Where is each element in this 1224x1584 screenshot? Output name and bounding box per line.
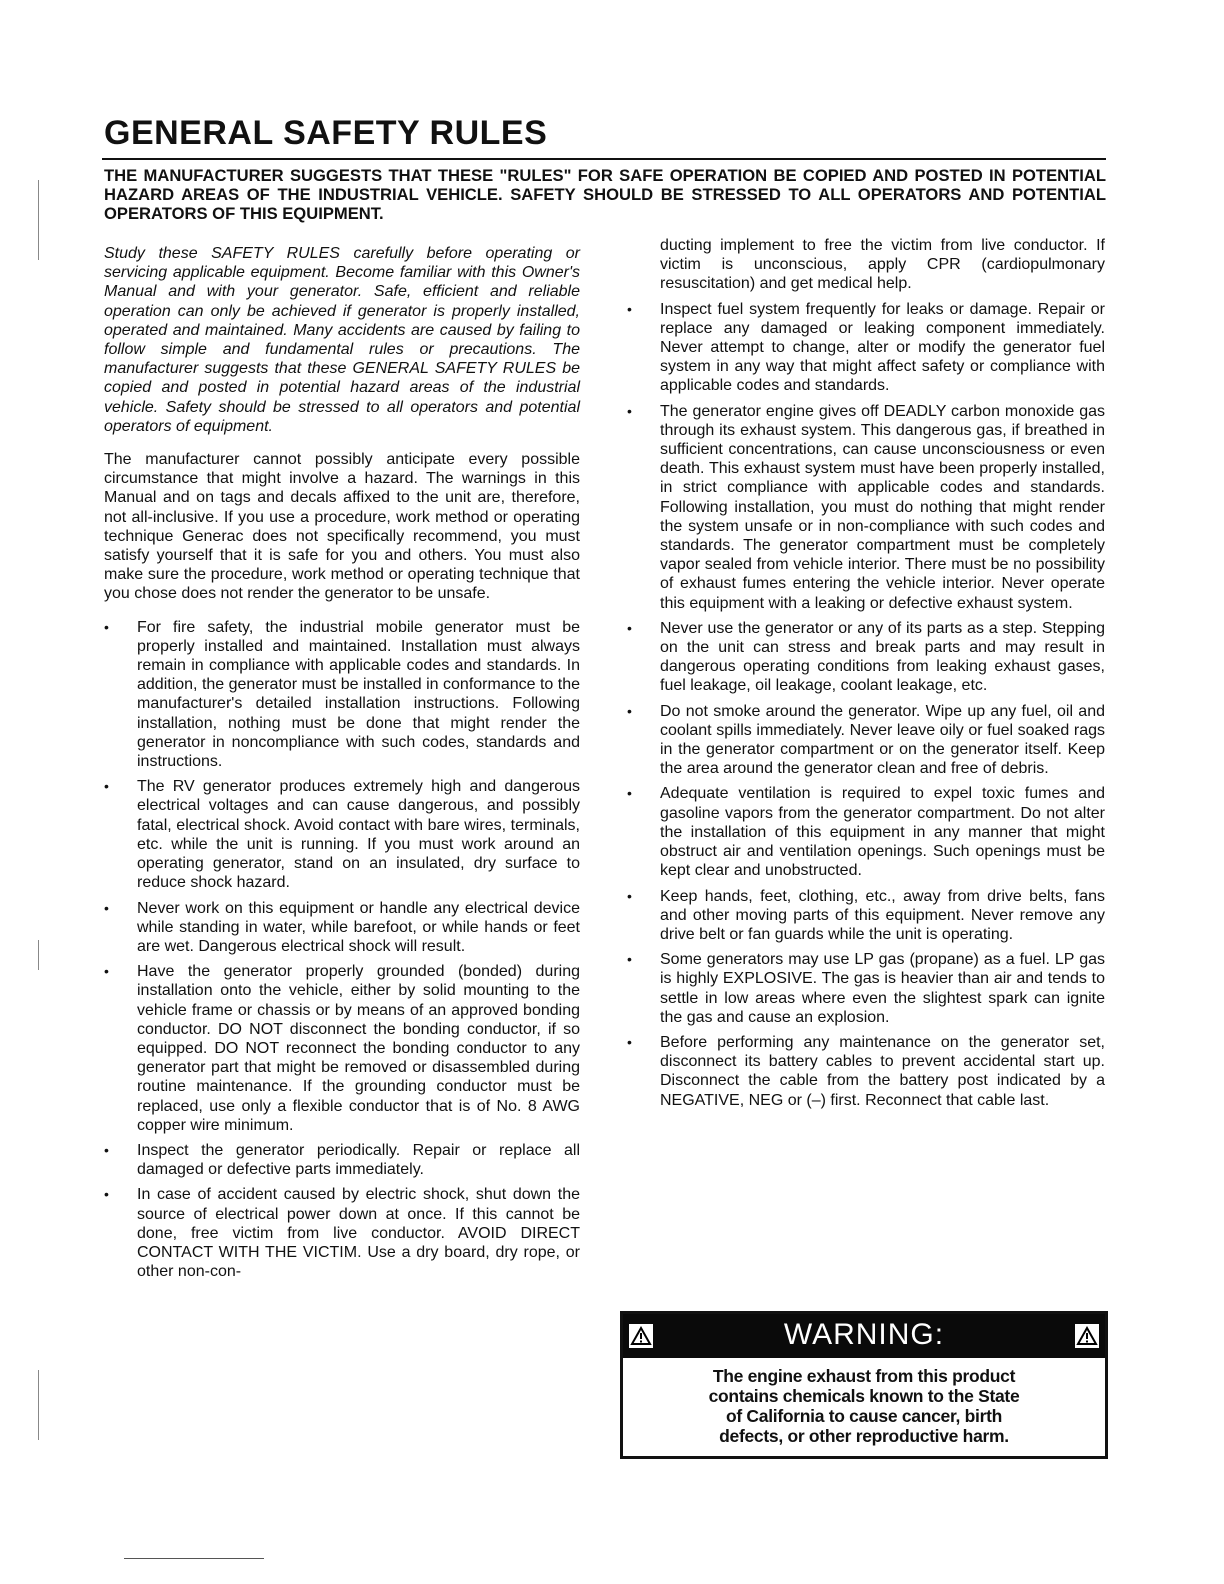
- page-title: GENERAL SAFETY RULES: [104, 114, 548, 152]
- list-item: • Have the generator properly grounded (bonded) during installation onto the vehicle, either by solid mounting to the vehicle frame or chassis or by means of an approved bonding conductor. DO NOT disconnect the bonding conductor, if so equipped. DO NOT reconnect the bonding conductor to any generator part that might be removed or disassembled during routine maintenance. If the grounding conductor must be replaced, use only a flexible conductor that is of No. 8 AWG copper wire minimum.: [104, 963, 580, 1134]
- warning-label: WARNING:: [783, 1318, 945, 1351]
- list-item: • Do not smoke around the generator. Wipe up any fuel, oil and coolant spills immediately. Never leave oily or fuel soaked rags in the generator compartment or on the generator itself. Keep the area around the generator clean and free of debris.: [627, 702, 1105, 778]
- intro-notice: THE MANUFACTURER SUGGESTS THAT THESE "RULES" FOR SAFE OPERATION BE COPIED AND POSTED IN POTENTIAL HAZARD AREAS OF THE INDUSTRIAL VEHICLE. SAFETY SHOULD BE STRESSED TO ALL OPERATORS AND POTENTIAL OPERATORS OF THIS EQUIPMENT.: [104, 166, 1106, 223]
- anticipate-paragraph: The manufacturer cannot possibly anticipate every possible circumstance that might involve a hazard. The warnings in this Manual and on tags and decals affixed to the unit are, therefore, not all-inclusive. If you use a procedure, work method or operating technique Generac does not specifically recommend, you must satisfy yourself that it is safe for you and others. You must also make sure the procedure, work method or operating technique that you chose does not render the generator to be unsafe.: [104, 451, 580, 603]
- list-item: • The generator engine gives off DEADLY carbon monoxide gas through its exhaust system. This dangerous gas, if breathed in sufficient concentrations, can cause unconsciousness or even death. This exhaust system must have been properly installed, in strict compliance with applicable codes and standards. Following installation, you must do nothing that might render the system unsafe or in non-compliance with such codes and standards. The generator compartment must be completely vapor sealed from vehicle interior. There must be no possibility of exhaust fumes entering the vehicle interior. Never operate this equipment with a leaking or defective exhaust system.: [627, 402, 1105, 612]
- bullet-icon: •: [627, 402, 632, 419]
- list-item: • Adequate ventilation is required to expel toxic fumes and gasoline vapors from the generator compartment. Do not alter the installation of this equipment in any manner that might obstruct air and ventilation openings. Such openings must be kept clear and unobstructed.: [627, 785, 1105, 880]
- right-column: [627, 236, 1105, 1116]
- list-item: • In case of accident caused by electric shock, shut down the source of electrical power down at once. If this cannot be done, free victim from live conductor. AVOID DIRECT CONTACT WITH THE VICTIM. Use a dry board, dry rope, or other non-con-: [104, 1186, 580, 1281]
- list-item: • For fire safety, the industrial mobile generator must be properly installed and maintained. Installation must always remain in compliance with applicable codes and standards. In addition, the generator must be installed in conformance to the manufacturer's detailed installation instructions. Following installation, nothing must be done that might render the generator in noncompliance with such codes, standards and instructions.: [104, 618, 580, 771]
- list-item: • The RV generator produces extremely high and dangerous electrical voltages and can cause dangerous, and possibly fatal, electrical shock. Avoid contact with bare wires, terminals, etc. while the unit is running. If you must work around an operating generator, stand on an insulated, dry surface to reduce shock hazard.: [104, 778, 580, 892]
- list-item: • Keep hands, feet, clothing, etc., away from drive belts, fans and other moving parts of this equipment. Never remove any drive belt or fan guards while the unit is operating.: [627, 887, 1105, 943]
- bullet-icon: •: [627, 1033, 632, 1050]
- bullet-icon: •: [627, 702, 632, 719]
- bullet-icon: •: [104, 899, 109, 916]
- bullet-icon: •: [627, 619, 632, 636]
- left-column: [104, 244, 580, 1287]
- bullet-icon: •: [627, 887, 632, 904]
- footer-rule: [124, 1558, 264, 1559]
- study-paragraph: Study these SAFETY RULES carefully before operating or servicing applicable equipment. Become familiar with this Owner's Manual and with your generator. Safe, efficient and reliable operation can only be achieved if generator is properly installed, operated and maintained. Many accidents are caused by failing to follow simple and fundamental rules or precautions. The manufacturer suggests that these GENERAL SAFETY RULES be copied and posted in potential hazard areas of the industrial vehicle. Safety should be stressed to all operators and potential operators of equipment.: [104, 245, 580, 435]
- continuation-text: ducting implement to free the victim from live conductor. If victim is unconscious, apply CPR (cardiopulmonary resuscitation) and get medical help.: [660, 237, 1105, 293]
- bullet-icon: •: [627, 785, 632, 802]
- bullet-icon: •: [627, 300, 632, 317]
- bullet-icon: •: [104, 1141, 109, 1158]
- bullet-icon: •: [104, 963, 109, 980]
- bullet-icon: •: [104, 618, 109, 635]
- right-bullet-list: [627, 300, 1105, 1110]
- title-rule: [102, 158, 1106, 160]
- warning-message: The engine exhaust from this product contains chemicals known to the State of California to cause cancer, birth defects, or other reproductive harm.: [708, 1366, 1020, 1446]
- list-item: • Inspect the generator periodically. Repair or replace all damaged or defective parts immediately.: [104, 1141, 580, 1179]
- margin-mark: [38, 940, 39, 970]
- bullet-icon: •: [104, 778, 109, 795]
- warning-triangle-icon: [1075, 1324, 1099, 1348]
- warning-box: [620, 1311, 1108, 1459]
- list-item: • Never use the generator or any of its parts as a step. Stepping on the unit can stress and break parts and may result in dangerous operating conditions from leaking exhaust gases, fuel leakage, oil leakage, coolant leakage, etc.: [627, 619, 1105, 695]
- bullet-icon: •: [104, 1186, 109, 1203]
- bullet-icon: •: [627, 951, 632, 968]
- warning-header: [623, 1314, 1105, 1358]
- list-item: • Before performing any maintenance on the generator set, disconnect its battery cables to prevent accidental start up. Disconnect the cable from the battery post indicated by a NEGATIVE, NEG or (–) first. Reconnect that cable last.: [627, 1033, 1105, 1109]
- list-item: • Never work on this equipment or handle any electrical device while standing in water, while barefoot, or while hands or feet are wet. Dangerous electrical shock will result.: [104, 899, 580, 955]
- list-item: • Some generators may use LP gas (propane) as a fuel. LP gas is highly EXPLOSIVE. The gas is heavier than air and tends to settle in low areas where even the slightest spark can ignite the gas and cause an explosion.: [627, 951, 1105, 1026]
- list-item: • Inspect fuel system frequently for leaks or damage. Repair or replace any damaged or leaking component immediately. Never attempt to change, alter or modify the generator fuel system in any way that might affect safety or compliance with applicable codes and standards.: [627, 300, 1105, 395]
- left-bullet-list: [104, 618, 580, 1282]
- margin-mark: [38, 180, 39, 260]
- margin-mark: [38, 1370, 39, 1440]
